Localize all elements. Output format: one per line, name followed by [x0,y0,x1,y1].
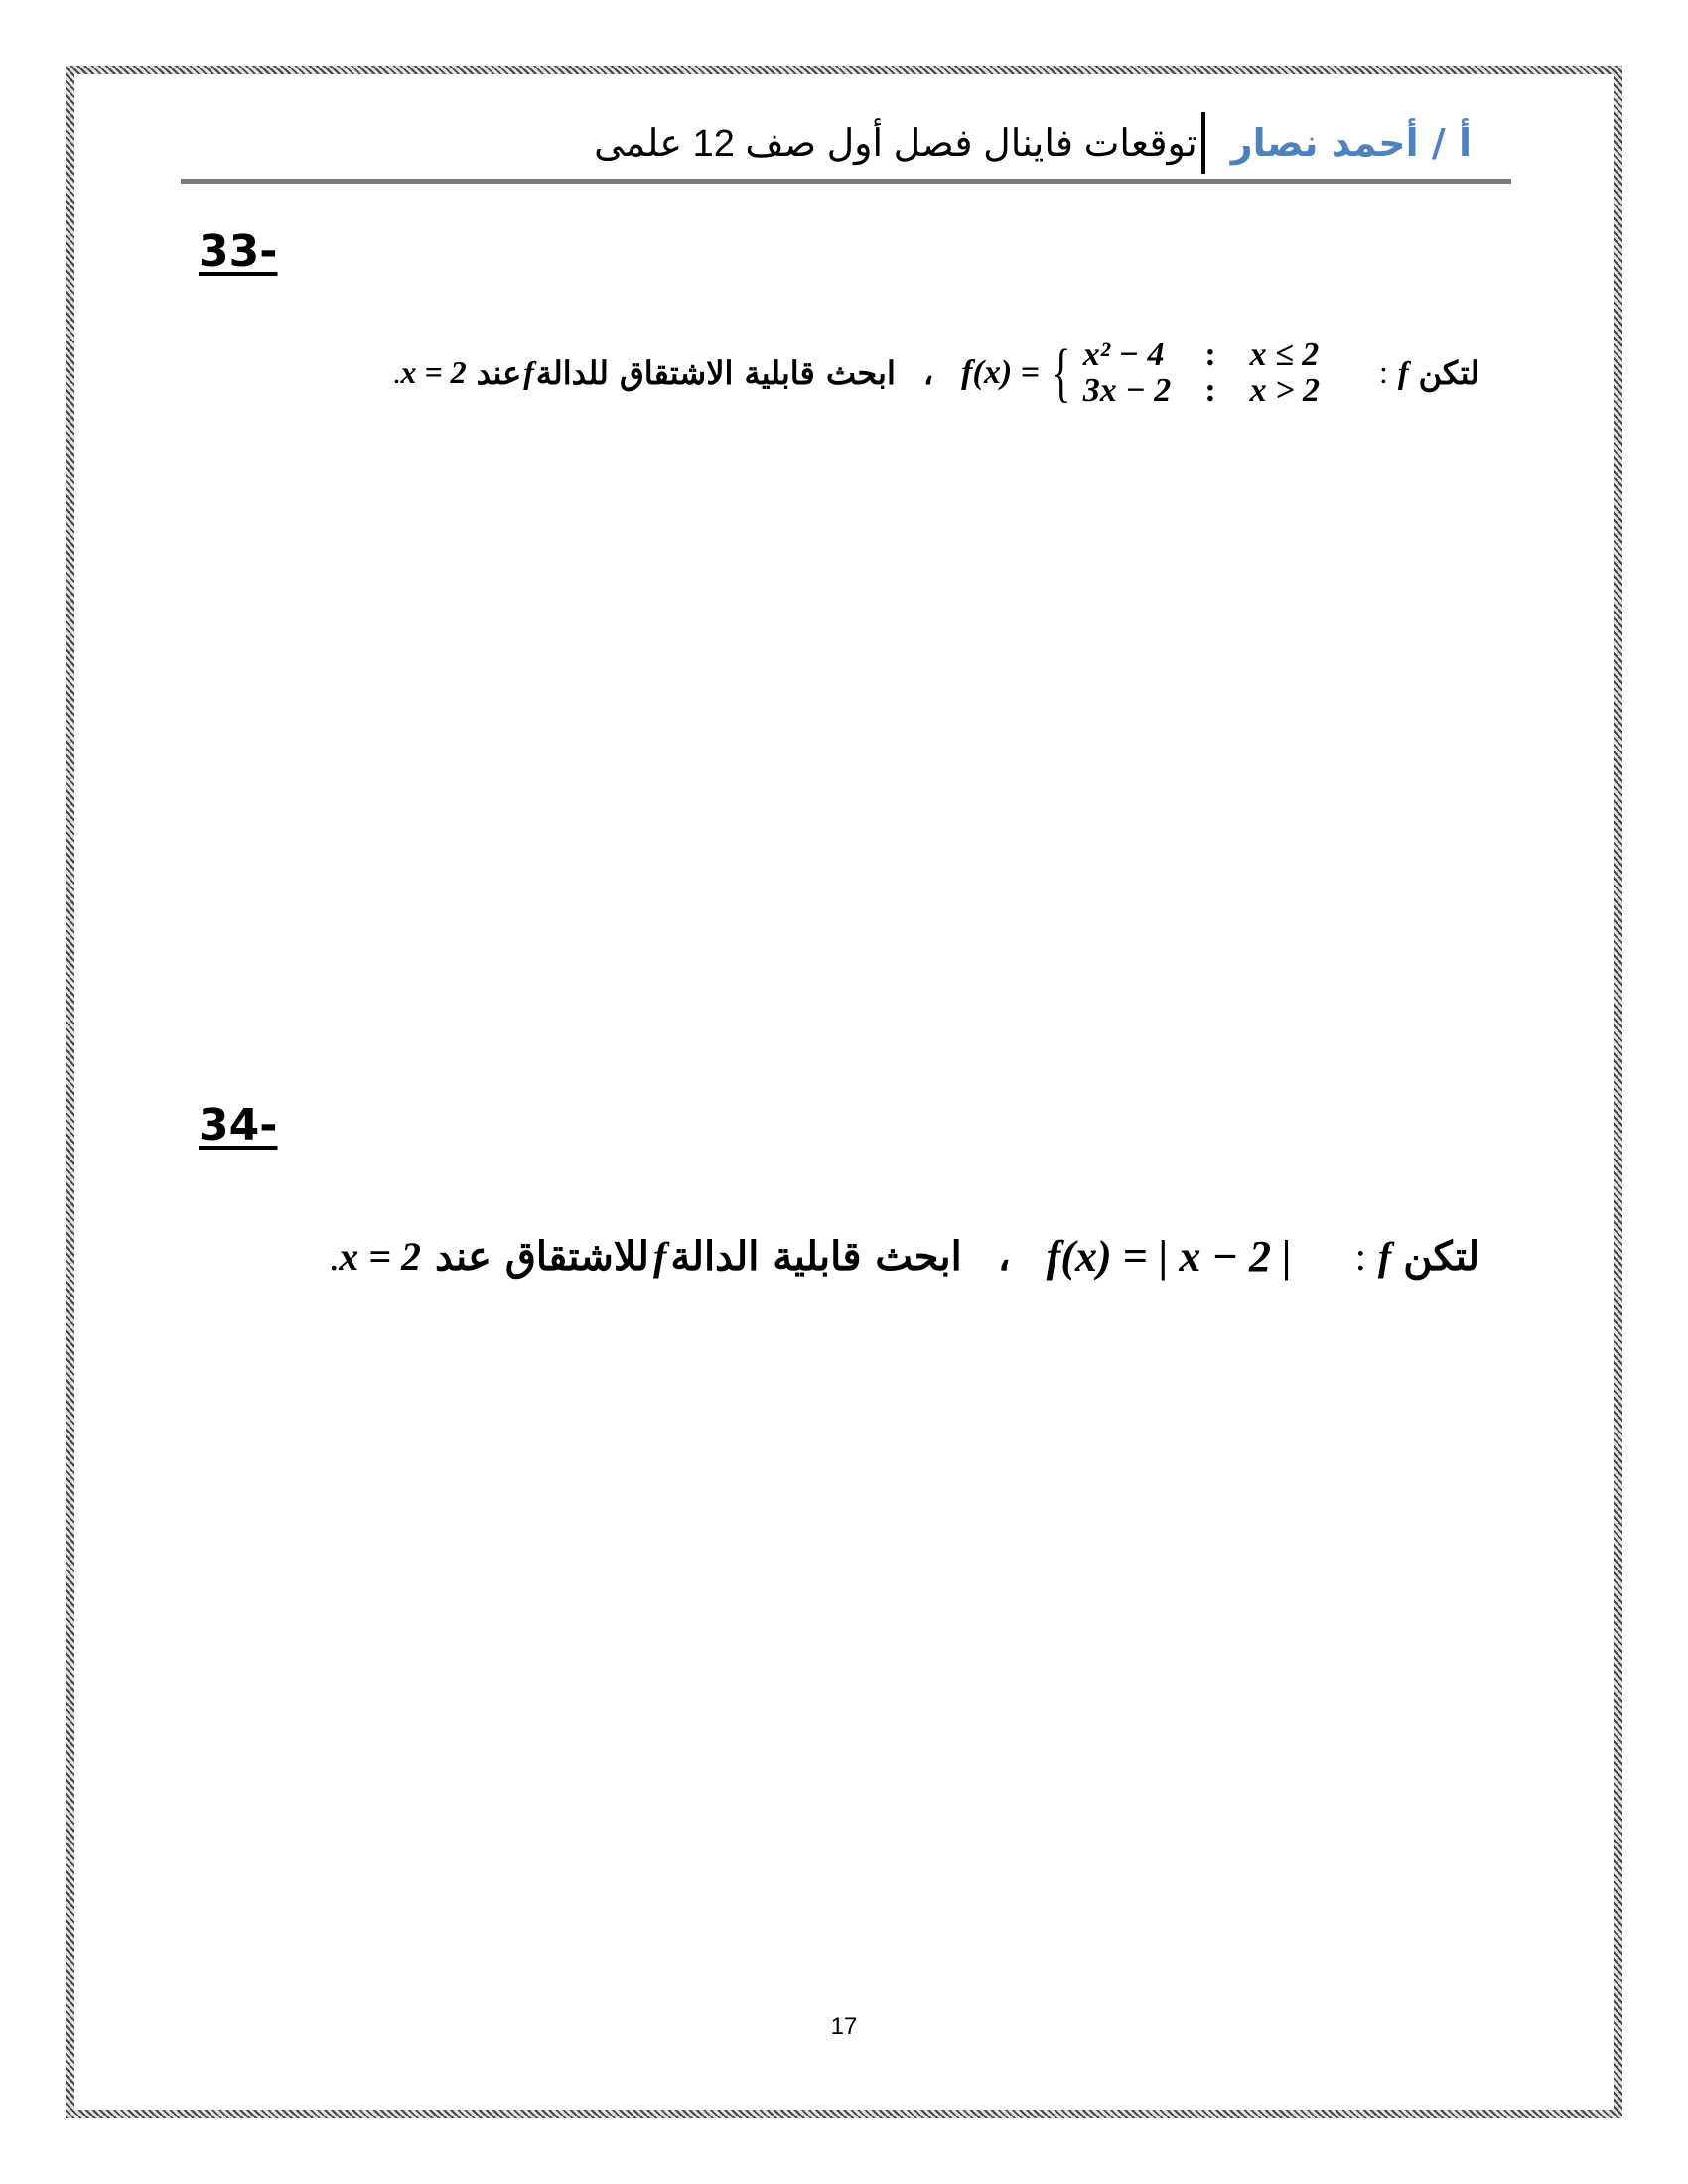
problem-33-case1-expr: x² − 4 [1082,337,1165,373]
page-number: 17 [830,2013,858,2040]
problem-33-period: . [392,354,401,391]
author-name: أ / أحمد نصار [1230,121,1472,165]
problem-33-point: x = 2 [400,354,467,391]
problem-33-intro: لتكن [1418,353,1479,392]
question-number-34: 34- [199,1100,278,1151]
problem-34-statement [329,1231,1479,1282]
problem-33-lhs: f(x) = [961,353,1041,391]
problem-34-func-letter-inline: f [652,1234,667,1279]
problem-34-tail: للاشتقاق عند [435,1233,649,1280]
problem-33-case2-expr: 3x − 2 [1082,371,1172,409]
problem-34-func-letter: f [1377,1234,1392,1279]
problem-34-intro: لتكن [1403,1233,1479,1280]
problem-33-statement [392,338,1479,408]
problem-34-point: x = 2 [339,1234,422,1279]
problem-33-case2-cond: x > 2 [1249,371,1321,409]
problem-34-point-group [329,1233,421,1280]
page-header [181,107,1511,184]
header-divider [1201,112,1205,174]
problem-33-case1-cond: x ≤ 2 [1249,337,1320,373]
problem-34-period: . [329,1234,340,1279]
document-title: توقعات فاينال فصل أول صف 12 علمى [594,122,1197,165]
problem-33-equation [961,338,1320,408]
problem-33-func-letter: f [1397,354,1409,391]
problem-33-case2-sep: : [1204,371,1216,409]
problem-33-at-word: عند [476,353,522,392]
problem-33-point-group [392,354,466,391]
problem-33-cases [1083,338,1320,408]
problem-33-func-letter-inline: f [523,354,534,391]
problem-33-brace: { [1052,336,1071,409]
problem-33-colon: : [1379,354,1388,391]
problem-34-question: ابحث قابلية الدالة [670,1233,962,1280]
problem-34-equation-group [1047,1231,1292,1282]
problem-34-equation: f(x) = | x − 2 | [1046,1232,1292,1281]
problem-34-comma: ، [997,1233,1011,1280]
problem-33-question: ابحث قابلية الاشتقاق للدالة [535,353,896,392]
question-number-33: 33- [199,226,278,277]
problem-33-comma: ، [922,353,934,392]
problem-34-colon: : [1354,1234,1366,1279]
problem-33-case1-sep: : [1204,337,1216,373]
